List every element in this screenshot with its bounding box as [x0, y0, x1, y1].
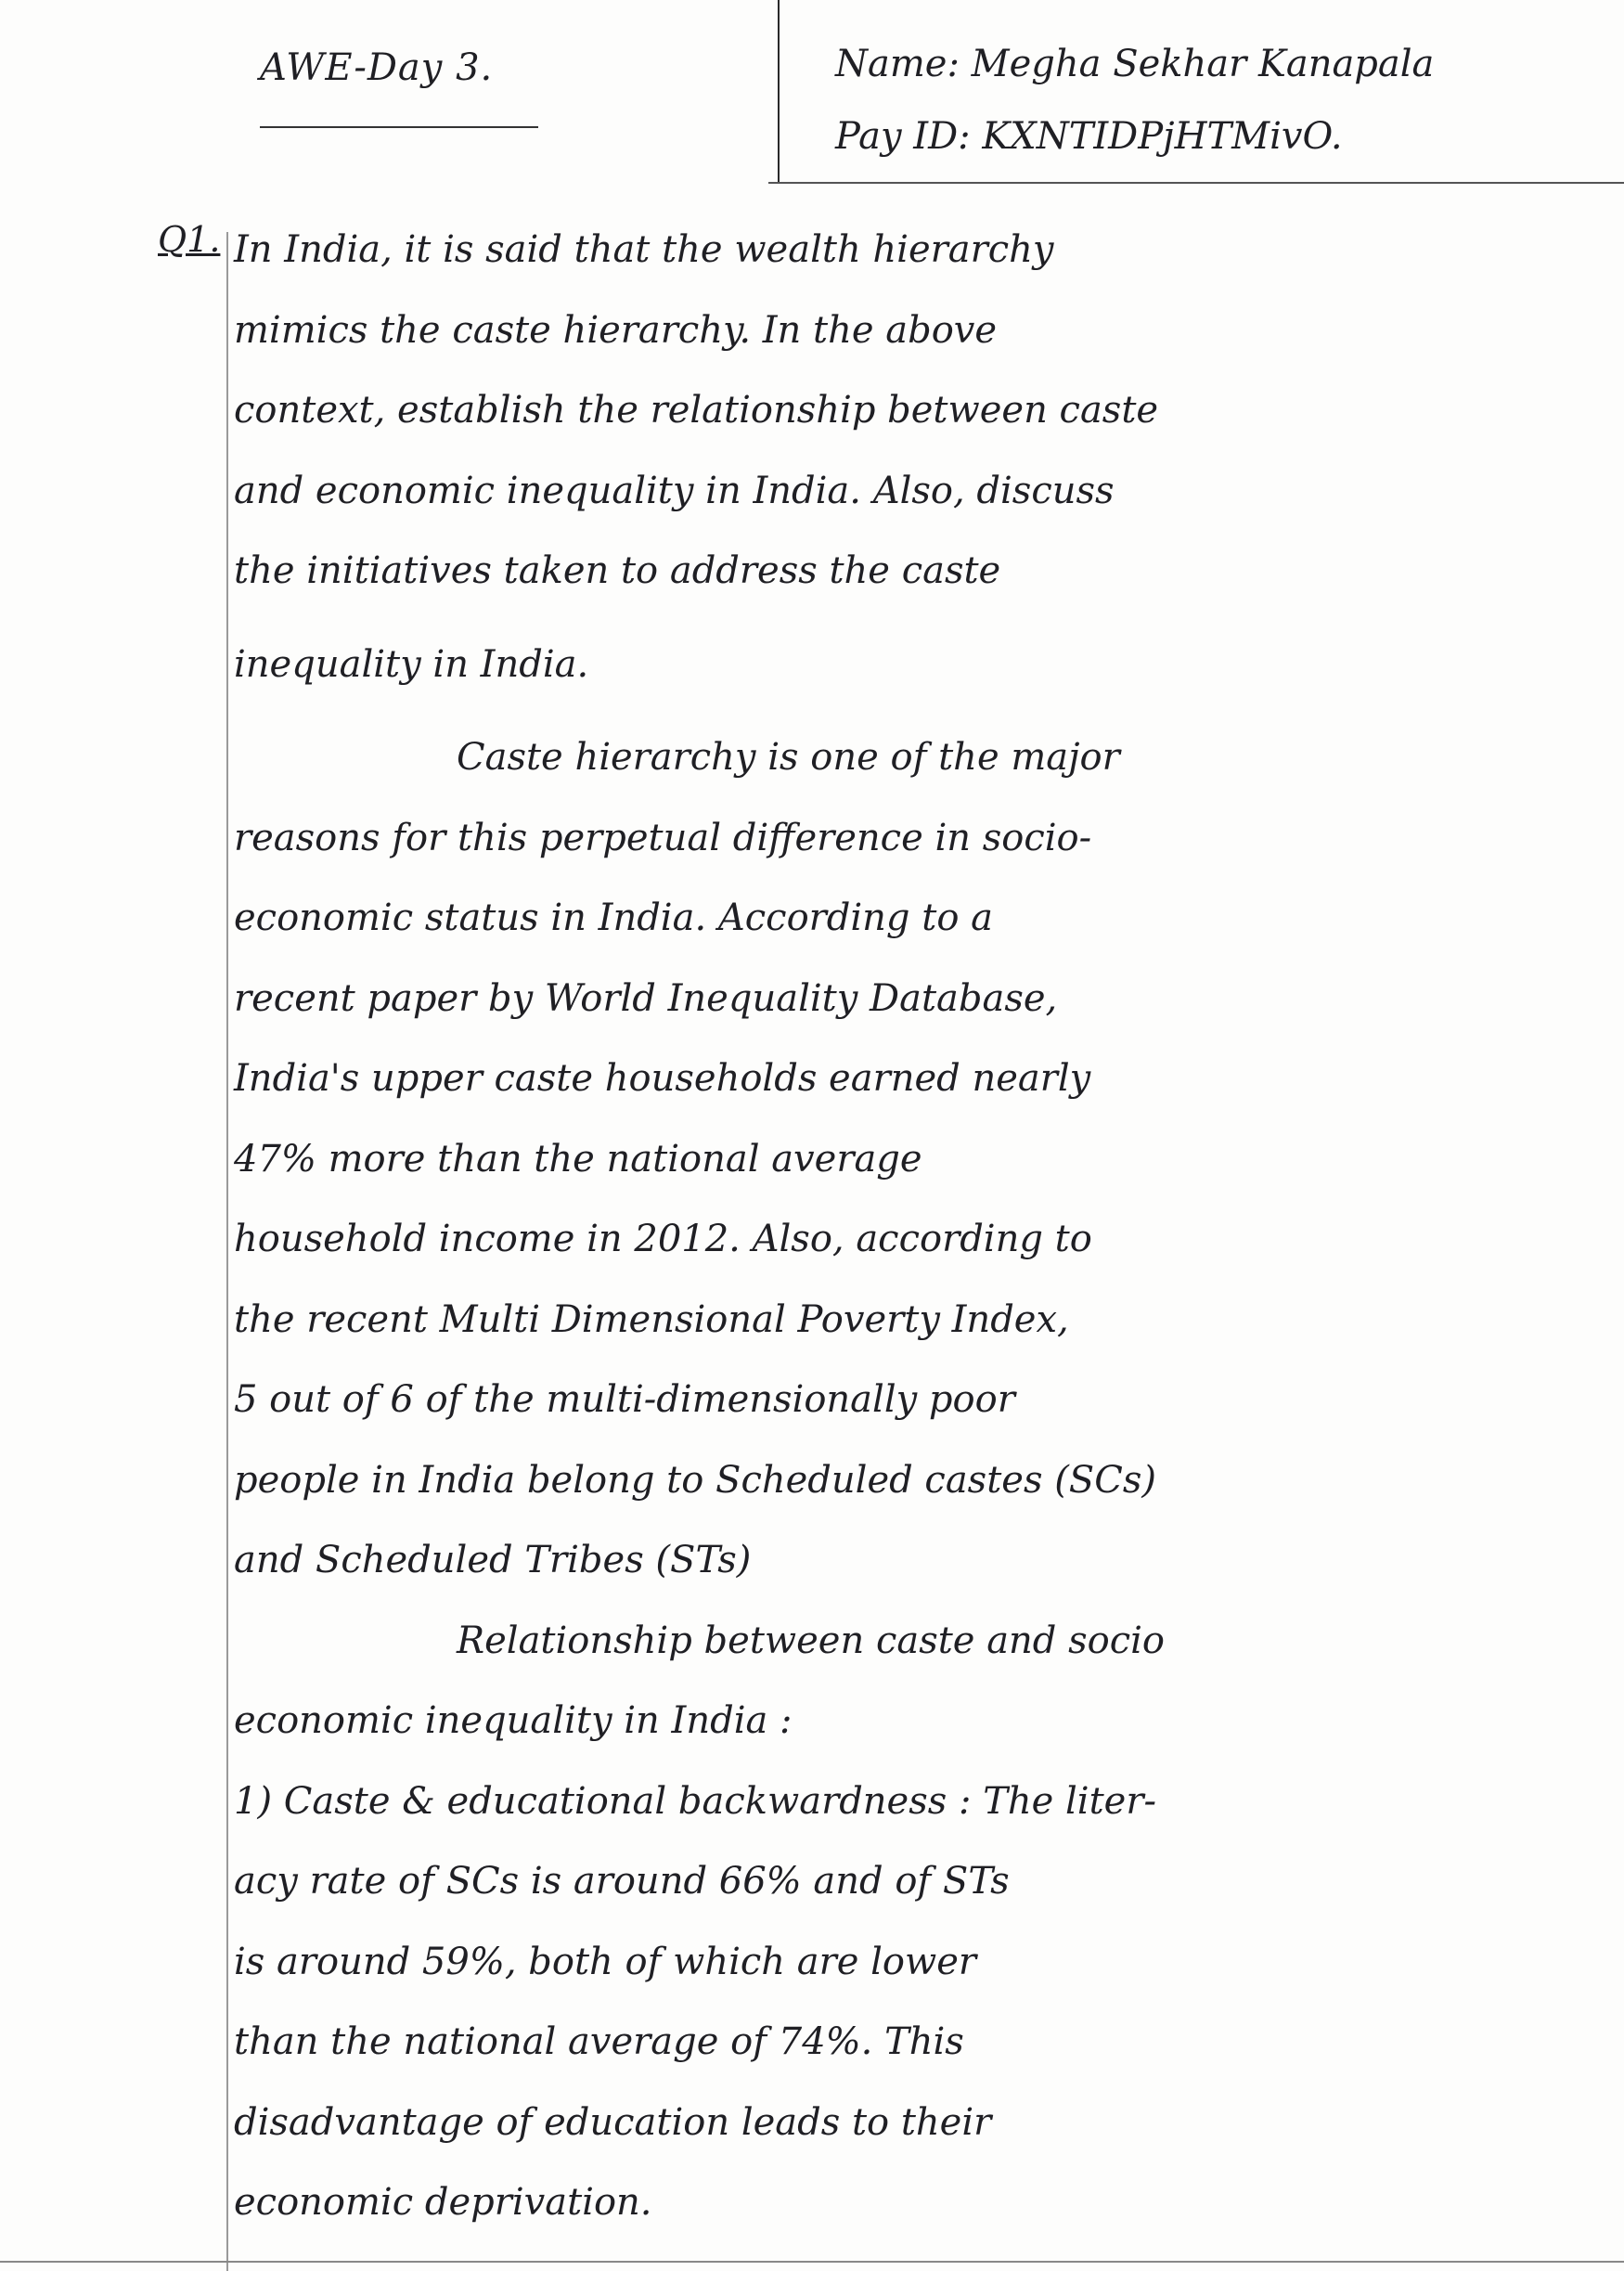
text-line: Caste hierarchy is one of the major — [457, 736, 1120, 779]
pay-id: Pay ID: KXNTIDPjHTMivO. — [835, 115, 1343, 158]
text-line: Relationship between caste and socio — [457, 1619, 1166, 1662]
margin-line — [226, 232, 228, 2271]
text-line: and Scheduled Tribes (STs) — [234, 1539, 752, 1581]
text-line: economic status in India. According to a — [234, 897, 993, 939]
text-line: than the national average of 74%. This — [234, 2020, 964, 2063]
text-line: acy rate of SCs is around 66% and of STs — [234, 1860, 1010, 1903]
text-line: recent paper by World Inequality Database, — [234, 976, 1058, 1020]
text-line: India's upper caste households earned nearly — [234, 1057, 1091, 1100]
text-line: mimics the caste hierarchy. In the above — [234, 308, 998, 352]
text-line: economic inequality in India : — [234, 1699, 793, 1742]
student-name: Name: Megha Sekhar Kanapala — [835, 43, 1435, 85]
header-divider-vertical — [778, 0, 780, 184]
question-number: Q1. — [158, 219, 221, 260]
bottom-rule — [0, 2261, 1624, 2263]
text-line: inequality in India. — [234, 642, 589, 686]
answer-body — [234, 210, 1440, 2243]
title-underline — [260, 126, 538, 128]
exercise-title-text: AWE-Day 3. — [260, 46, 494, 89]
text-line: economic deprivation. — [234, 2181, 652, 2224]
text-line: 5 out of 6 of the multi-dimensionally poor — [234, 1378, 1015, 1421]
text-line: In India, it is said that the wealth hierarchy — [234, 228, 1054, 271]
text-line: and economic inequality in India. Also, discuss — [234, 469, 1115, 512]
text-line: reasons for this perpetual difference in socio- — [234, 816, 1092, 859]
text-line: 1) Caste & educational backwardness : The liter- — [234, 1779, 1156, 1823]
text-line: household income in 2012. Also, according to — [234, 1218, 1092, 1260]
text-line: people in India belong to Scheduled castes (SCs) — [234, 1458, 1156, 1502]
text-line: the recent Multi Dimensional Poverty Index, — [234, 1297, 1069, 1341]
text-line: context, establish the relationship between caste — [234, 389, 1159, 432]
text-line: 47% more than the national average — [234, 1137, 922, 1181]
header-divider-horizontal — [768, 182, 1624, 184]
text-line: disadvantage of education leads to their — [234, 2100, 992, 2144]
student-details — [835, 28, 1434, 173]
text-line: the initiatives taken to address the caste — [234, 549, 1001, 592]
text-line: is around 59%, both of which are lower — [234, 1940, 977, 1983]
exercise-title — [260, 46, 493, 89]
